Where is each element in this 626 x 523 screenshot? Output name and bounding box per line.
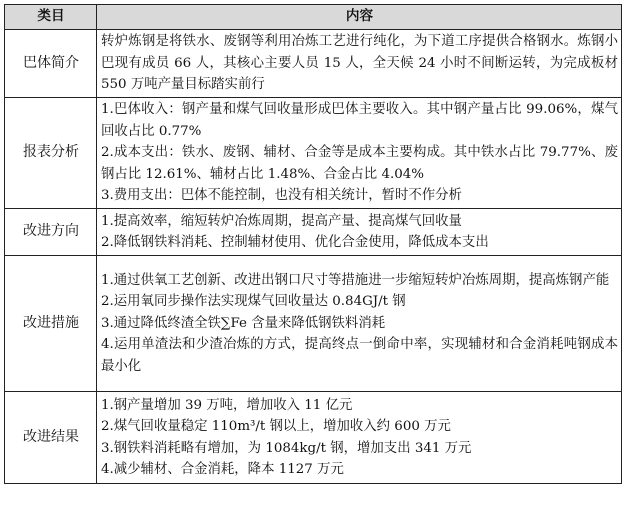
content-line: 3.钢铁料消耗略有增加，为 1084kg/t 钢，增加支出 341 万元 <box>101 440 472 456</box>
content-line: 1.通过供氧工艺创新、改进出钢口尺寸等措施进一步缩短转炉冶炼周期，提高炼钢产能 <box>101 272 610 288</box>
header-row <box>5 5 622 30</box>
content-line: 1.巴体收入：钢产量和煤气回收量形成巴体主要收入。其中钢产量占比 99.06%，煤气回收占比 0.77% <box>101 102 618 139</box>
content-line: 2.运用氧同步操作法实现煤气回收量达 0.84GJ/t 钢 <box>101 294 406 310</box>
header-content: 内容 <box>97 5 622 30</box>
row-content <box>97 30 622 98</box>
table-row-measures <box>5 256 622 392</box>
table-row-intro <box>5 30 622 98</box>
content-line: 2.降低钢铁料消耗、控制辅材使用、优化合金使用，降低成本支出 <box>101 235 489 250</box>
content-line: 3.费用支出：巴体不能控制，也没有相关统计，暂时不作分析 <box>101 188 462 204</box>
row-category: 改进措施 <box>5 256 97 392</box>
row-category: 报表分析 <box>5 98 97 209</box>
content-table <box>4 4 622 484</box>
row-content <box>97 392 622 484</box>
table-row-results <box>5 392 622 484</box>
row-category: 改进结果 <box>5 392 97 484</box>
content-line: 1.钢产量增加 39 万吨，增加收入 11 亿元 <box>101 397 353 413</box>
table-row-analysis <box>5 98 622 209</box>
row-content <box>97 256 622 392</box>
content-line: 1.提高效率，缩短转炉冶炼周期，提高产量、提高煤气回收量 <box>101 213 462 229</box>
content-line: 4.运用单渣法和少渣冶炼的方式，提高终点一倒命中率，实现辅材和合金消耗吨钢成本最小化 <box>101 337 618 374</box>
content-line: 4.减少辅材、合金消耗，降本 1127 万元 <box>101 462 344 477</box>
row-category: 巴体简介 <box>5 30 97 98</box>
content-line: 2.成本支出：铁水、废钢、辅材、合金等是成本主要构成。其中铁水占比 79.77%、废钢占比 12.61%、辅材占比 1.48%、合金占比 4.04% <box>101 145 618 182</box>
row-category: 改进方向 <box>5 209 97 256</box>
content-line: 3.通过降低终渣全铁∑Fe 含量来降低钢铁料消耗 <box>101 315 386 331</box>
content-line: 转炉炼钢是将铁水、废钢等利用冶炼工艺进行纯化，为下道工序提供合格钢水。炼钢小巴现有成员 66 人，其核心主要人员 15 人，全天候 24 小时不间断运转，为完成板材 550 万吨产量目标踏实前行 <box>101 34 618 93</box>
content-line: 2.煤气回收量稳定 110m³/t 钢以上，增加收入约 600 万元 <box>101 419 451 434</box>
row-content <box>97 98 622 209</box>
table-row-direction <box>5 209 622 256</box>
header-category: 类目 <box>5 5 97 30</box>
row-content <box>97 209 622 256</box>
